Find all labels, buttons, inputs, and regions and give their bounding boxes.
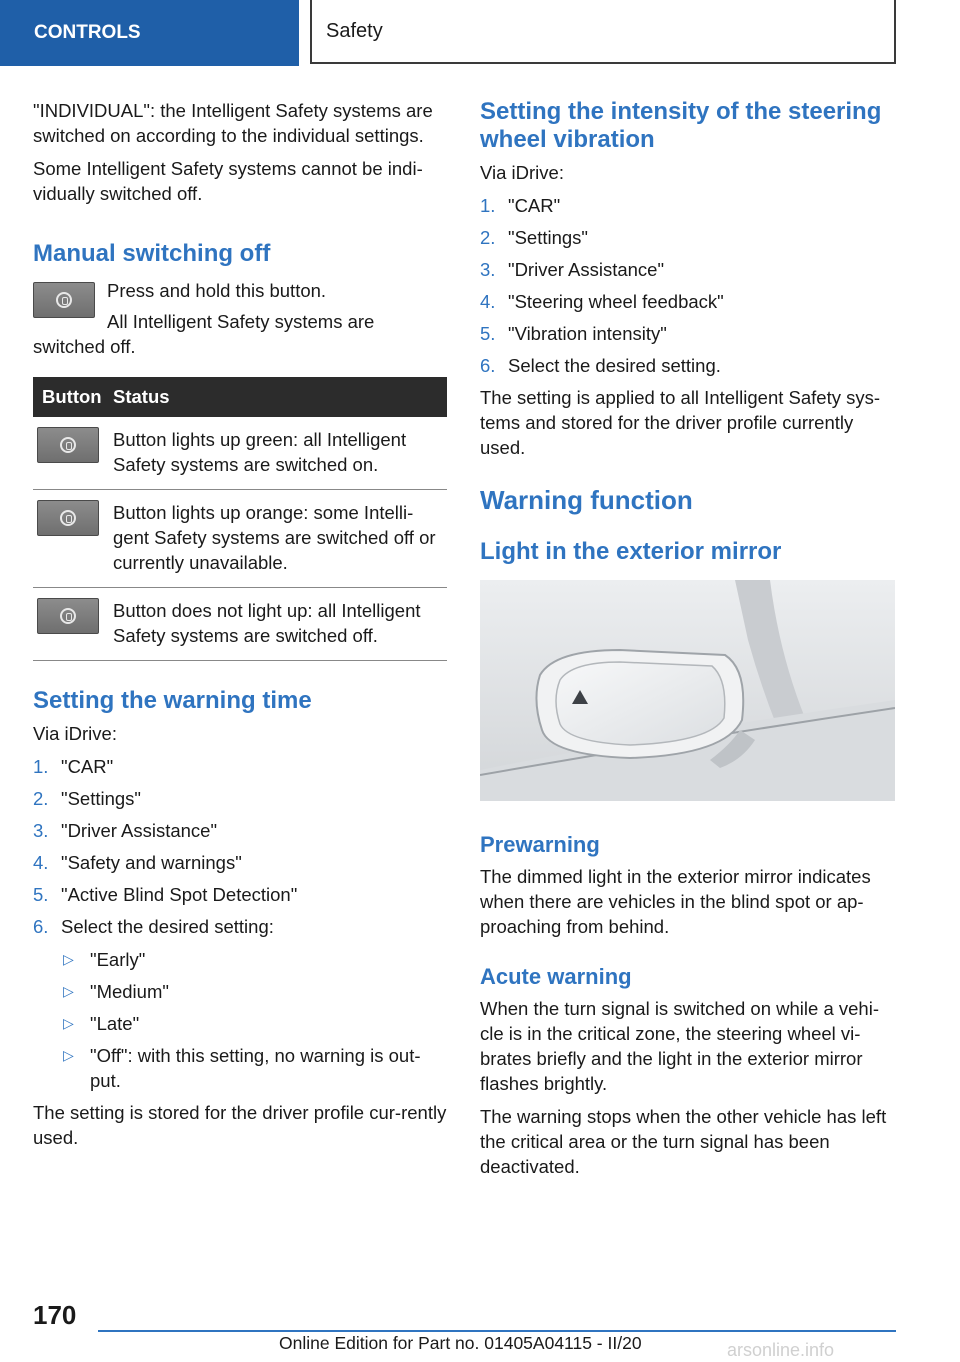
list-item: 6. Select the desired setting. [480,355,721,376]
list-item: 2. "Settings" [480,227,588,248]
warning-time-closing: The setting is stored for the driver profile cur-rently used. [33,1102,447,1148]
list-item: 3. "Driver Assistance" [33,820,218,841]
table-cell-status: Button lights up orange: some Intelli-gent Safety systems are switched off or currently unavailable. [113,490,447,588]
table-cell-status: Button does not light up: all Intelligent Safety systems are switched off. [113,588,447,661]
prewarning-text: The dimmed light in the exterior mirror indicates when there are vehicles in the blind spot or ap-proaching from behind. [480,866,871,937]
option-item: ▷ "Medium" [63,981,169,1002]
option-item: ▷ "Off": with this setting, no warning is out-put. [63,1045,421,1091]
table-header-status: Status [113,377,447,417]
safety-button-icon [33,282,95,318]
page-header [0,0,960,66]
intensity-steps [480,193,895,378]
table-header-button: Button [33,377,113,417]
exterior-mirror-image [480,580,895,801]
option-item: ▷ "Early" [63,949,146,970]
acute-warning-heading: Acute warning [480,964,632,989]
list-item: 5. "Vibration intensity" [480,323,667,344]
table-row [33,417,447,490]
warning-time-steps [33,754,447,1093]
table-row [33,490,447,588]
setting-options [61,947,447,1093]
list-item: 6. Select the desired setting: ▷ "Early" ▷ "Medium" ▷ "Late" ▷ "Off": with this setting, no warning is out-put. [33,914,447,1093]
triangle-bullet-icon: ▷ [63,1047,74,1063]
intro-paragraph-2: Some Intelligent Safety systems cannot be indi-vidually switched off. [33,158,423,204]
triangle-bullet-icon: ▷ [63,1015,74,1031]
manual-switching-block [33,278,447,359]
footer-divider [98,1330,896,1332]
right-column [480,98,895,1187]
warning-function-heading: Warning function [480,485,693,515]
manual-result: All Intelligent Safety systems are switched off. [33,311,375,357]
button-orange-icon [37,500,99,536]
page-number: 170 [33,1300,77,1330]
button-green-icon [37,427,99,463]
button-status-table [33,377,447,661]
chapter-tab[interactable]: Safety [310,0,896,64]
table-cell-status: Button lights up green: all Intelligent Safety systems are switched on. [113,417,447,490]
triangle-bullet-icon: ▷ [63,951,74,967]
triangle-bullet-icon: ▷ [63,983,74,999]
warning-time-heading: Setting the warning time [33,687,312,714]
acute-warning-text: When the turn signal is switched on while a vehi-cle is in the critical zone, the steering wheel vi-brates briefly and the light in the exterior mirror flashes brightly. [480,998,879,1094]
intensity-note: The setting is applied to all Intelligent Safety sys-tems and stored for the driver profile currently used. [480,387,881,458]
list-item: 4. "Safety and warnings" [33,852,242,873]
watermark: arsonline.info [727,1340,835,1360]
prewarning-heading: Prewarning [480,832,600,857]
via-idrive-text: Via iDrive: [480,162,564,183]
edition-label: Online Edition for Part no. 01405A04115 - II/20 [279,1333,642,1353]
acute-warning-text-2: The warning stops when the other vehicle has left the critical area or the turn signal has been deactivated. [480,1106,887,1177]
list-item: 1. "CAR" [480,195,561,216]
list-item: 1. "CAR" [33,756,114,777]
list-item: 2. "Settings" [33,788,141,809]
list-item: 4. "Steering wheel feedback" [480,291,724,312]
intensity-heading: Setting the intensity of the steering wheel vibration [480,98,882,153]
manual-switching-heading: Manual switching off [33,240,271,267]
button-off-icon [37,598,99,634]
list-item: 5. "Active Blind Spot Detection" [33,884,298,905]
table-row [33,588,447,661]
manual-instruction: Press and hold this button. [107,280,327,301]
section-tab[interactable]: CONTROLS [0,0,299,66]
list-item: 3. "Driver Assistance" [480,259,665,280]
via-idrive-text: Via iDrive: [33,723,117,744]
option-item: ▷ "Late" [63,1013,140,1034]
intro-paragraph: "INDIVIDUAL": the Intelligent Safety systems are switched on according to the individual settings. [33,100,433,146]
exterior-mirror-heading: Light in the exterior mirror [480,538,782,565]
left-column [33,98,447,1158]
